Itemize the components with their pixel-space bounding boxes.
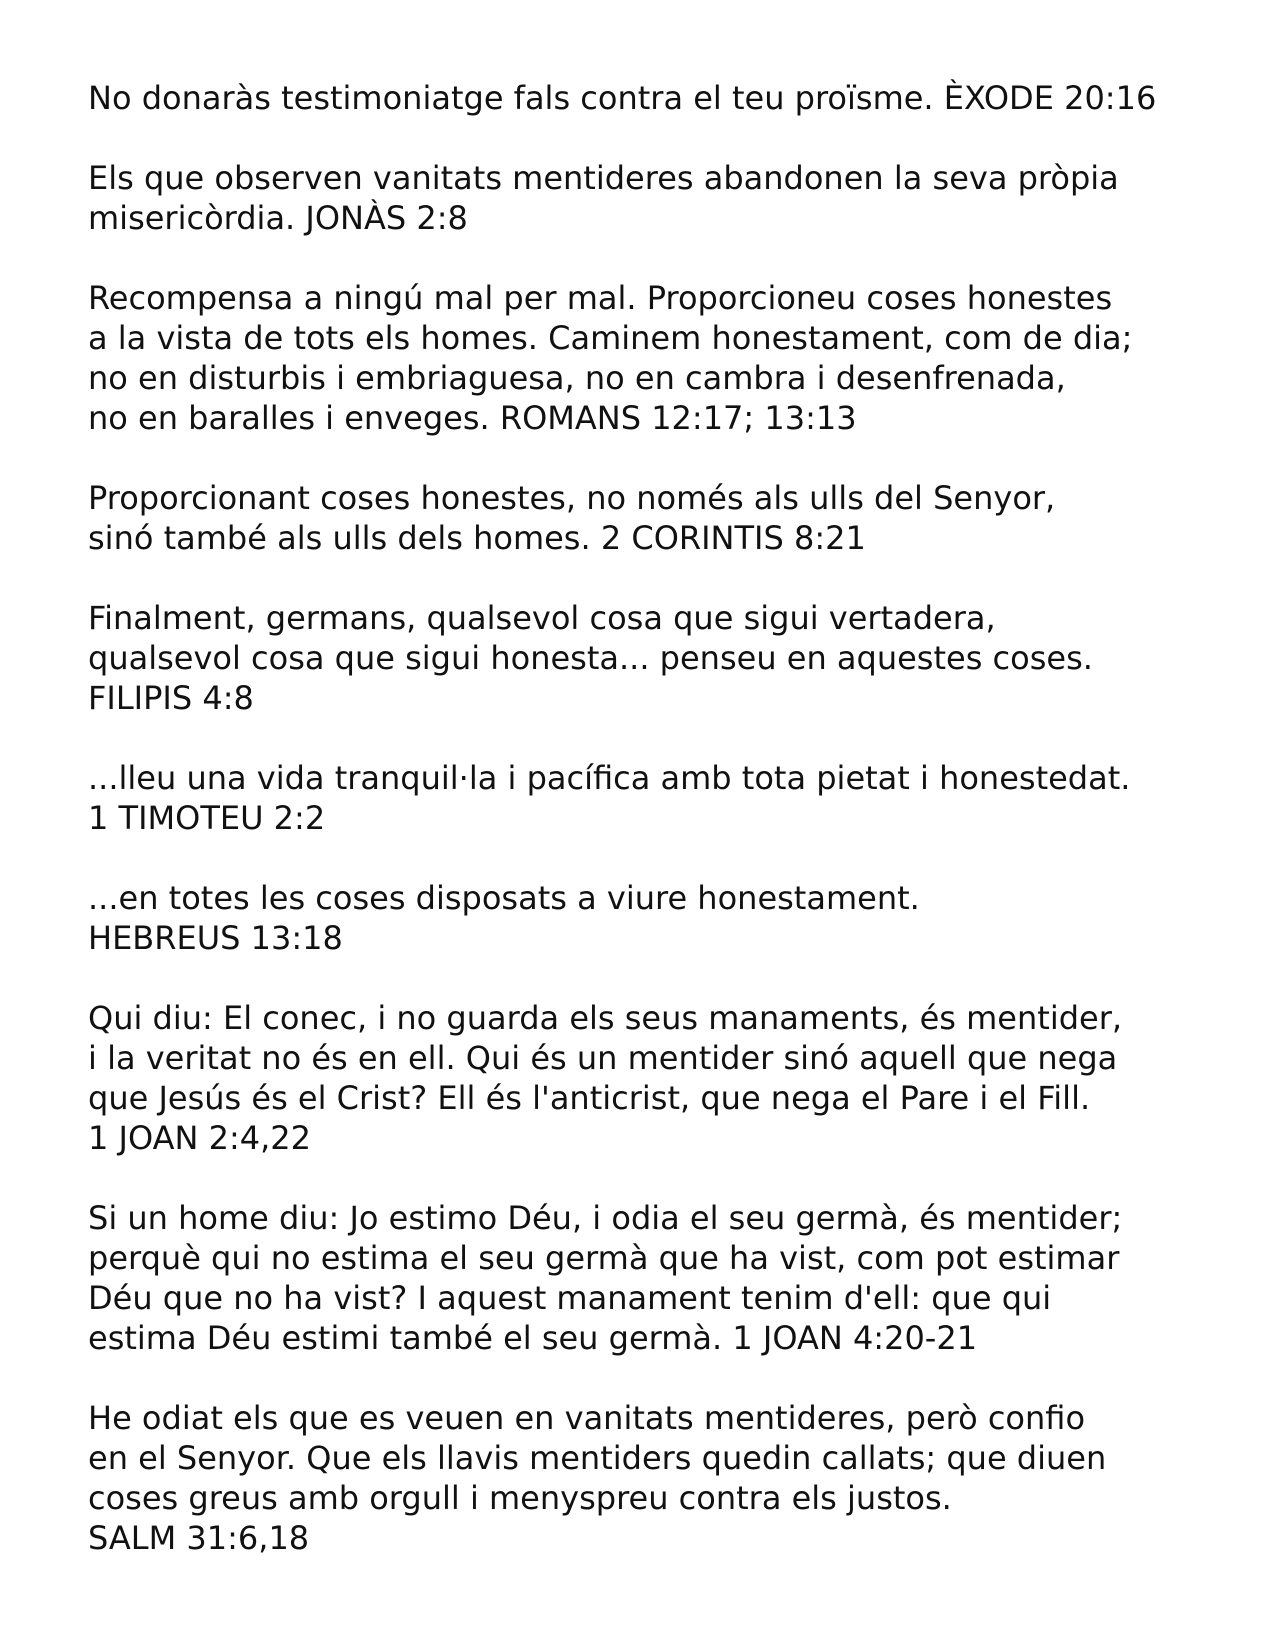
passage-line: no en disturbis i embriaguesa, no en cambra i desenfrenada, [88,359,1066,397]
passage-line: no en baralles i enveges. ROMANS 12:17; 13:13 [88,399,857,437]
passage-line: Recompensa a ningú mal per mal. Proporcioneu coses honestes [88,279,1113,317]
passage-line: misericòrdia. JONÀS 2:8 [88,199,468,237]
passage-line: FILIPIS 4:8 [88,679,254,717]
passage-line: sinó també als ulls dels homes. 2 CORINTIS 8:21 [88,519,866,557]
passage-corintis [88,478,1268,558]
passage-1-joan-4 [88,1198,1268,1358]
passage-line: que Jesús és el Crist? Ell és l'anticrist, que nega el Pare i el Fill. [88,1079,1091,1117]
passage-line: en el Senyor. Que els llavis mentiders quedin callats; que diuen [88,1439,1107,1477]
passage-timoteu [88,758,1268,838]
passage-line: Qui diu: El conec, i no guarda els seus manaments, és mentider, [88,999,1123,1037]
passage-exode [88,78,1268,118]
passage-line: Si un home diu: Jo estimo Déu, i odia el seu germà, és mentider; [88,1199,1123,1237]
passage-line: Déu que no ha vist? I aquest manament tenim d'ell: que qui [88,1279,1052,1317]
passage-line: SALM 31:6,18 [88,1519,310,1557]
passage-jonas [88,158,1268,238]
passage-line: No donaràs testimoniatge fals contra el teu proïsme. ÈXODE 20:16 [88,79,1157,117]
passage-filipis [88,598,1268,718]
passage-line: i la veritat no és en ell. Qui és un mentider sinó aquell que nega [88,1039,1118,1077]
document-page [88,78,1268,1598]
passage-salm [88,1398,1268,1558]
passage-line: Els que observen vanitats mentideres abandonen la seva pròpia [88,159,1119,197]
passage-line: ...en totes les coses disposats a viure honestament. [88,879,920,917]
passage-line: HEBREUS 13:18 [88,919,343,957]
passage-romans [88,278,1268,438]
passage-line: ...lleu una vida tranquil·la i pacífica amb tota pietat i honestedat. [88,759,1131,797]
passage-line: 1 JOAN 2:4,22 [88,1119,311,1157]
passage-hebreus [88,878,1268,958]
passage-line: 1 TIMOTEU 2:2 [88,799,326,837]
passage-line: estima Déu estimi també el seu germà. 1 JOAN 4:20-21 [88,1319,978,1357]
passage-line: a la vista de tots els homes. Caminem honestament, com de dia; [88,319,1133,357]
passage-line: coses greus amb orgull i menyspreu contra els justos. [88,1479,952,1517]
passage-line: He odiat els que es veuen en vanitats mentideres, però confio [88,1399,1086,1437]
passage-line: Finalment, germans, qualsevol cosa que sigui vertadera, [88,599,996,637]
passage-1-joan-2 [88,998,1268,1158]
passage-line: Proporcionant coses honestes, no només als ulls del Senyor, [88,479,1056,517]
passage-line: perquè qui no estima el seu germà que ha vist, com pot estimar [88,1239,1120,1277]
passage-line: qualsevol cosa que sigui honesta... penseu en aquestes coses. [88,639,1093,677]
